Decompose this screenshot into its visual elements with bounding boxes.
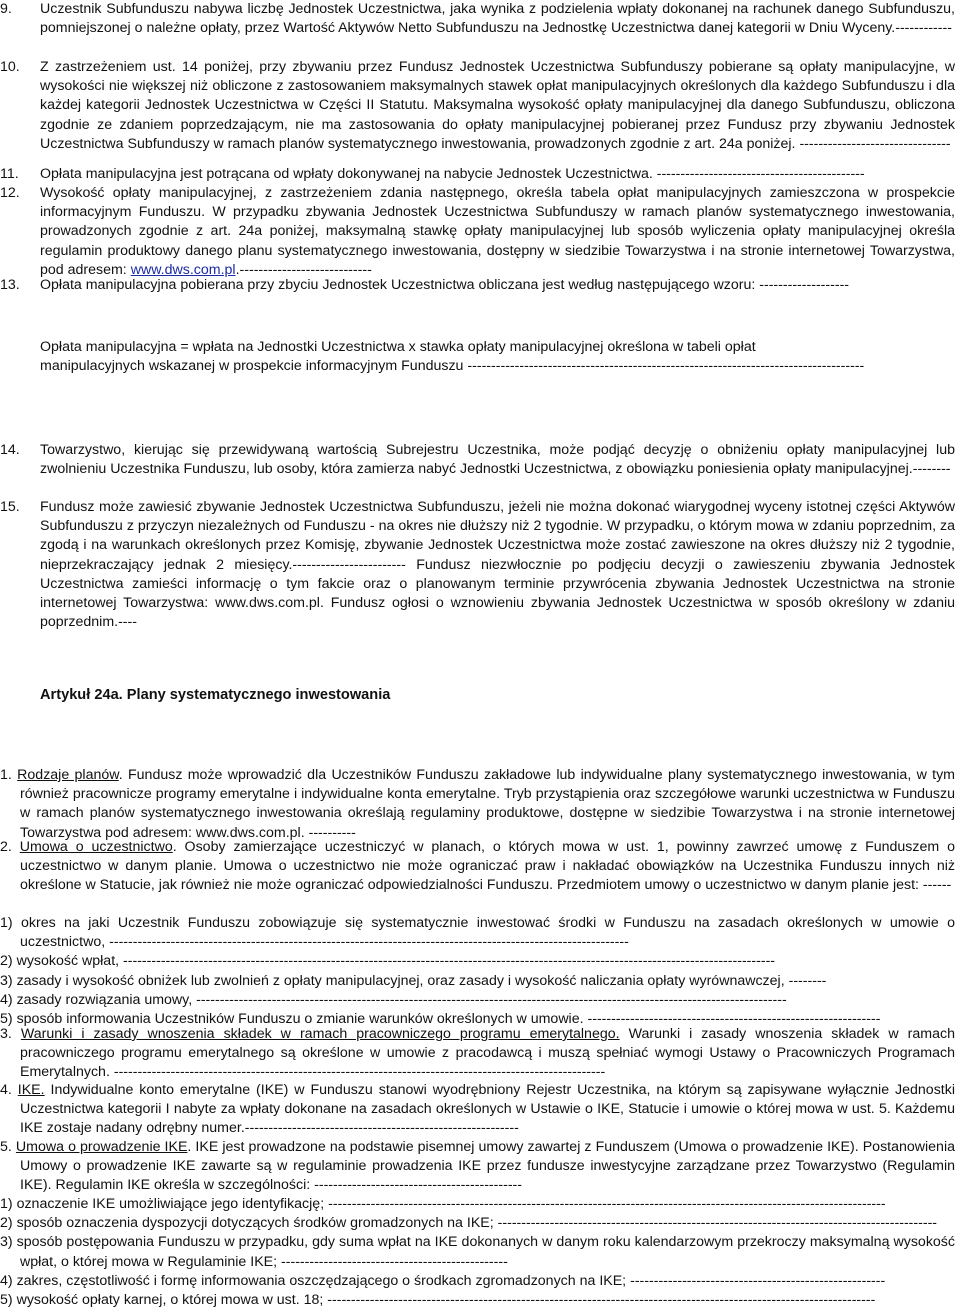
list-item-text: okres na jaki Uczestnik Funduszu zobowiązuje się systematycznie inwestować środki w Funduszu na zasadach określonych w umowie o uczestnictwo, [20,915,955,951]
formula-block [40,338,955,376]
paragraph-number: 10. [0,59,20,75]
paragraph-12 [0,184,955,280]
dash-filler: -------------------------------- [799,135,951,152]
article-item-5-list [0,1195,955,1310]
dash-filler: ---------------------------- [239,261,372,278]
paragraph-14 [0,441,955,479]
dash-filler: --------------------------------------------------------------------------------------------- [497,1215,938,1232]
dash-filler: ----------------------------------------------------------------------------------------------------------------------------- [196,991,787,1008]
dash-filler: -------------------------------------------------------------------------------------------------------------- [109,934,629,951]
sentence-end: . [235,261,240,278]
list-item-number: 1) [0,1196,13,1212]
list-item [0,1195,955,1214]
list-item [0,972,955,991]
item-heading: Rodzaje planów [17,767,119,783]
item-text: . IKE jest prowadzone na podstawie pisemnej umowy zawartej z Funduszem (Umowa o prowadzenie IKE). Postanowienia Umowy o prowadzenie IKE zawarte są w regulaminie prowadzenia IKE przez fundusze inwestycyjne zarządzane przez Towarzystwo (Regulamin IKE). Regulamin IKE określa w szczególności: [20,1139,955,1194]
list-item-text: wysokość opłaty karnej, o której mowa w ust. 18; [16,1292,324,1309]
item-heading: Umowa o prowadzenie IKE [15,1139,188,1155]
dash-filler: ------------------------ [292,556,406,573]
item-text: Warunki i zasady wnoszenia składek w ramach pracowniczego programu emerytalnego są określone w umowie z pracodawcą i muszą spełniać wymogi Ustawy o Pracowniczych Programach Emerytalnych. [20,1026,955,1081]
list-item-number: 4) [0,1272,13,1289]
paragraph-10 [0,58,955,154]
item-text: . Osoby zamierzające uczestniczyć w planach, o których mowa w ust. 1, powinny zawrzeć umowę z Funduszem o uczestnictwo w danym planie. Umowa o uczestnictwo nie może ograniczać praw i nakładać obowiązków na Uczestnika Funduszu innych niż określone w Statucie, jak również nie może ograniczać odpowiedzialności Funduszu. Przedmiotem umowy o uczestnictwo w danym planie jest: [20,839,955,894]
dash-filler: ------------------------------------------------ [281,1253,508,1270]
list-item [0,1233,955,1271]
paragraph-11 [0,165,955,184]
dash-filler: ------------------------------------------------------ [630,1272,886,1289]
dash-filler: ------------------- [759,277,850,293]
paragraph-number: 12. [0,185,20,201]
item-heading: IKE. [17,1082,45,1098]
paragraph-number: 11. [0,166,19,182]
formula-line-1: Opłata manipulacyjna = wpłata na Jednostki Uczestnictwa x stawka opłaty manipulacyjnej określona w tabeli opłat [40,339,756,355]
dash-filler: ------------------------------------------------------------------------------------------------------------------------------------------ [123,953,776,970]
item-text: . Fundusz może wprowadzić dla Uczestników Funduszu zakładowe lub indywidualne plany systematycznego inwestowania, w tym również pracownicze programy emerytalne i indywidualne konta emerytalne. Tryb przystąpienia oraz szczegółowe warunki uczestnictwa w Funduszu w ramach planów systematycznego inwestowania określają regulaminy produktowe, dostępne w siedzibie Towarzystwa i na stronie internetowej Towarzystwa pod adresem: www.dws.com.pl. [20,767,955,841]
paragraph-number: 14. [0,442,20,458]
item-text: Indywidualne konto emerytalne (IKE) w Funduszu stanowi wyodrębniony Rejestr Uczestnika, na którym są zapisywane wyłącznie Jednostki Uczestnictwa kategorii I nabyte za wpłaty dokonane na zasadach określonych w Ustawie o IKE, Statucie i umowie o której mowa w ust. 5. Każdemu IKE zostaje nadany odrębny numer. [20,1082,955,1137]
article-item-4 [0,1081,955,1139]
list-item-text: zasady rozwiązania umowy, [16,991,193,1008]
list-item-text: sposób postępowania Funduszu w przypadku, gdy suma wpłat na IKE dokonanych w danym roku kalendarzowym przekroczy maksymalną wysokość wpłat, o której mowa w Regulaminie IKE; [16,1234,955,1270]
list-item-text: oznaczenie IKE umożliwiające jego identyfikację; [16,1196,325,1212]
list-item [0,1291,955,1310]
paragraph-9 [0,0,955,38]
paragraph-text: Opłata manipulacyjna pobierana przy zbyciu Jednostek Uczestnictwa obliczana jest według następującego wzoru: [40,277,756,293]
dash-filler: -------------------------------------------------------------------------------------------------------------------- [327,1292,876,1309]
list-item-text: sposób informowania Uczestników Funduszu o zmianie warunków określonych w umowie. [16,1011,584,1028]
formula-line-2: manipulacyjnych wskazanej w prospekcie informacyjnym Funduszu [40,358,464,375]
item-heading: Warunki i zasady wnoszenia składek w ramach pracowniczego programu emerytalnego. [20,1026,620,1042]
list-item-number: 5) [0,1292,13,1309]
dash-filler: -------------------------------------------- [656,166,865,182]
article-item-2 [0,838,955,896]
list-item [0,991,955,1010]
paragraph-text-2: Fundusz niezwłocznie po podjęciu decyzji o zawieszeniu zbywania Jednostek Uczestnictwa zamieści informację o tym fakcie oraz o planowanym terminie przywrócenia zbywania Jednostek Uczestnictwa na stronie internetowej Towarzystwa: www.dws.com.pl. Fundusz ogłosi o wznowieniu zbywania Jednostek Uczestnictwa w sposób określony w zdaniu poprzednim. [40,556,955,631]
article-title: Artykuł 24a. Plany systematycznego inwestowania [40,687,391,703]
list-item-number: 2) [0,1215,13,1232]
article-item-3 [0,1025,955,1083]
list-item [0,952,955,971]
item-number: 1. [0,767,12,783]
article-item-2-list [0,914,955,1029]
paragraph-text: Towarzystwo, kierując się przewidywaną wartością Subrejestru Uczestnika, może podjąć decyzję o obniżeniu opłaty manipulacyjnej lub zwolnieniu Uczestnika Funduszu, lub osoby, która zamierza nabyć Jednostki Uczestnictwa, z obowiązku poniesienia opłaty manipulacyjnej. [40,442,955,478]
paragraph-15 [0,498,955,632]
dash-filler: ---- [118,614,137,631]
dash-filler: ------ [922,877,952,894]
article-item-5 [0,1138,955,1196]
list-item-text: wysokość wpłat, [16,953,120,970]
dash-filler: ------------ [895,20,952,37]
list-item [0,1214,955,1233]
dash-filler: -------- [912,461,951,478]
list-item [0,914,955,952]
dash-filler: -------------------------------------------------------------------------------------------------------- [113,1064,606,1081]
item-number: 4. [0,1082,12,1098]
article-item-1 [0,766,955,843]
dash-filler: ---------- [308,824,356,841]
paragraph-number: 9. [0,1,12,17]
paragraph-text: Opłata manipulacyjna jest potrącana od wpłaty dokonywanej na nabycie Jednostek Uczestnictwa. [40,166,653,182]
paragraph-text: Wysokość opłaty manipulacyjnej, z zastrzeżeniem zdania następnego, określa tabela opłat manipulacyjnych zamieszczona w prospekcie informacyjnym Funduszu. W przypadku zbywania Jednostek Uczestnictwa Subfunduszy w ramach planów systematycznego inwestowania, prowadzonych zgodnie z art. 24a poniżej, maksymalną stawkę opłaty manipulacyjnej lub sposób wyliczenia opłaty manipulacyjnej określa regulamin produktowy danego planu systematycznego inwestowania, dostępny w siedzibie Towarzystwa i na stronie internetowej Towarzystwa, pod adresem: [40,185,955,278]
list-item-number: 4) [0,991,13,1008]
list-item [0,1272,955,1291]
item-number: 5. [0,1139,12,1155]
list-item-number: 3) [0,1234,13,1251]
dash-filler: ---------------------------------------------------------- [244,1120,519,1137]
list-item-number: 5) [0,1011,13,1028]
paragraph-number: 13. [0,277,20,293]
dash-filler: ---------------------------------------------------------------------------------------------------------------------- [328,1196,886,1212]
dash-filler: -------------------------------------------------------------- [587,1011,881,1028]
paragraph-number: 15. [0,499,20,515]
dash-filler: -------- [788,972,827,989]
paragraph-13 [0,276,955,295]
item-number: 2. [0,839,12,855]
item-heading: Umowa o uczestnictwo [19,839,173,855]
dash-filler: -------------------------------------------- [314,1177,523,1194]
list-item-text: zakres, częstotliwość i formę informowania oszczędzającego o środkach zgromadzonych na IKE; [16,1272,627,1289]
paragraph-text: Z zastrzeżeniem ust. 14 poniżej, przy zbywaniu przez Fundusz Jednostek Uczestnictwa Subfunduszy pobierane są opłaty manipulacyjne, w wysokości nie większej niż obliczone z zastosowaniem maksymalnych stawek opłat manipulacyjnych określonych dla każdego Subfunduszu i dla każdej kategorii Jednostek Uczestnictwa w Części II Statutu. Maksymalna wysokość opłaty manipulacyjnej dla danego Subfunduszu, obliczona zgodnie ze zdaniem poprzedzającym, nie ma zastosowania do opłaty manipulacyjnej pobieranej przez Fundusz przy zbywaniu Jednostek Uczestnictwa Subfunduszy w ramach planów systematycznego inwestowania, prowadzonych zgodnie z art. 24a poniżej. [40,59,955,152]
list-item-number: 3) [0,972,13,989]
list-item-text: sposób oznaczenia dyspozycji dotyczących środków gromadzonych na IKE; [16,1215,494,1232]
list-item-text: zasady i wysokość obniżek lub zwolnień z opłaty manipulacyjnej, oraz zasady i wysokość naliczania opłaty wyrównawczej, [16,972,785,989]
item-number: 3. [0,1026,12,1042]
list-item-number: 1) [0,915,13,931]
dash-filler: ------------------------------------------------------------------------------------ [467,358,865,375]
paragraph-text: Uczestnik Subfunduszu nabywa liczbę Jednostek Uczestnictwa, jaka wynika z podzielenia wpłaty dokonanej na rachunek danego Subfunduszu, pomniejszonej o należne opłaty, przez Wartość Aktywów Netto Subfunduszu na Jednostkę Uczestnictwa danej kategorii w Dniu Wyceny. [40,1,955,37]
website-link[interactable]: www.dws.com.pl [130,261,236,278]
list-item-number: 2) [0,953,13,970]
paragraph-text: Fundusz może zawiesić zbywanie Jednostek Uczestnictwa Subfunduszu, jeżeli nie można dokonać wiarygodnej wyceny istotnej części Aktywów Subfunduszu z przyczyn niezależnych od Funduszu - na okres nie dłuższy niż 2 tygodnie. W przypadku, o którym mowa w zdaniu poprzednim, za zgodą i na warunkach określonych przez Komisję, zbywanie Jednostek Uczestnictwa może zostać zawieszone na okres dłuższy niż 2 tygodnie, nieprzekraczający jednak 2 miesięcy. [40,499,955,573]
